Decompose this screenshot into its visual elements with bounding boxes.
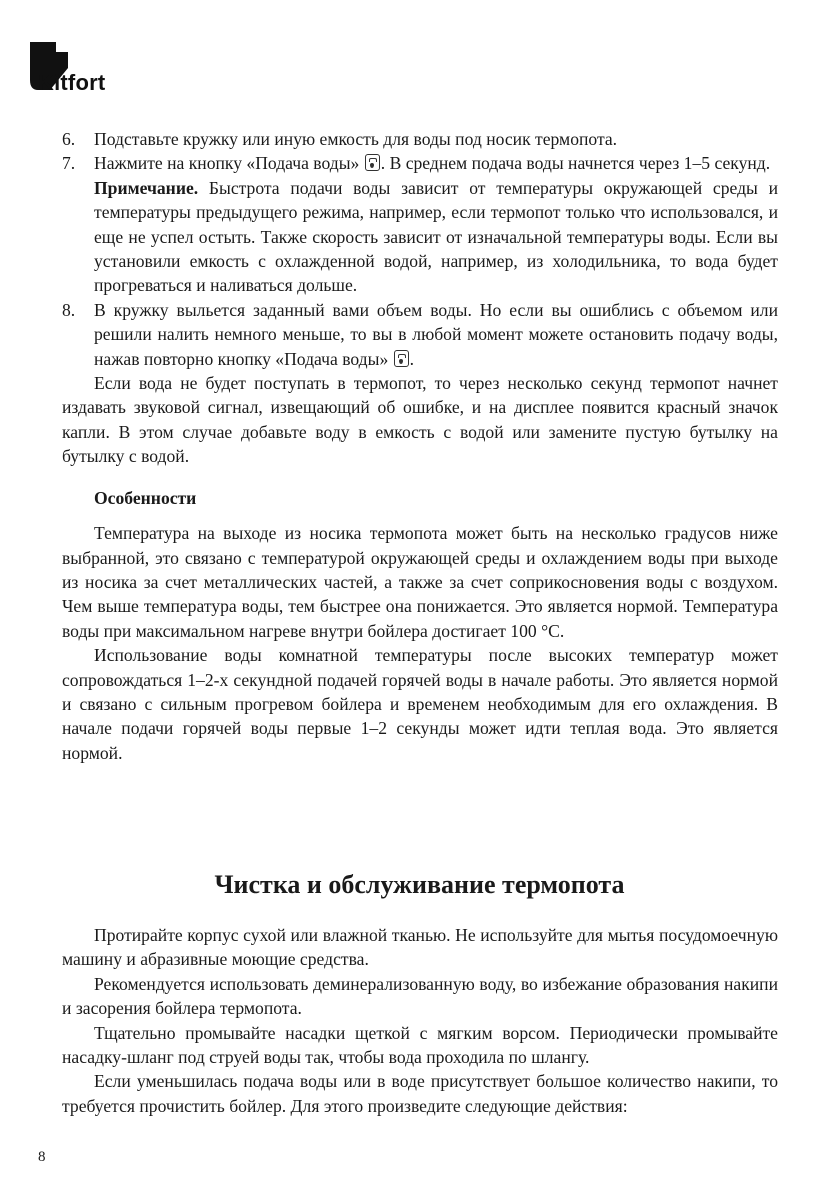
step-text-cont: . В среднем подача воды начнется через 1–5 секунд. bbox=[380, 153, 771, 174]
note-label: Примечание. bbox=[94, 177, 199, 198]
step-number: 8. bbox=[62, 299, 76, 320]
note-text: Быстрота подачи воды зависит от температуры окружающей среды и температуры предыдущего режима, например, если термопот только что использовался, и еще не успел остыть. Также скорость зависит от изначальной температуры воды. Если вы установили емкость с охлажденной водой, например, из холодильника, то вода будет прогреваться и наливаться дольше. bbox=[94, 177, 778, 296]
features-paragraph: Температура на выходе из носика термопота может быть на несколько градусов ниже выбранной, это связано с температурой окружающей среды и охлаждением воды при выходе из носика за счет металлических частей, а также за счет соприкосновения воды с воздухом. Чем выше температура воды, тем быстрее она понижается. Это является нормой. Температура воды при максимальном нагреве внутри бойлера достигает 100 °C. bbox=[62, 523, 778, 641]
water-dispense-icon bbox=[394, 350, 409, 367]
cleaning-paragraph: Если уменьшилась подача воды или в воде присутствует большое количество накипи, то требуется прочистить бойлер. Для этого произведите следующие действия: bbox=[62, 1071, 778, 1116]
brand-name: Kitfort bbox=[38, 70, 106, 95]
cleaning-paragraph: Тщательно промывайте насадки щеткой с мягким ворсом. Периодически промывайте насадку-шланг под струей воды так, чтобы вода проходила по шлангу. bbox=[62, 1022, 778, 1068]
step-8 bbox=[62, 298, 778, 371]
cleaning-paragraph: Рекомендуется использовать деминерализованную воду, во избежание образования накипи и засорения бойлера термопота. bbox=[62, 973, 778, 1019]
step-number: 7. bbox=[62, 153, 76, 174]
step-text-cont: . bbox=[409, 348, 415, 369]
step-6 bbox=[62, 127, 778, 151]
cleaning-body bbox=[62, 923, 778, 1118]
step-text: В кружку выльется заданный вами объем воды. Но если вы ошиблись с объемом или решили налить немного меньше, то вы в любой момент можете остановить подачу воды, нажав повторно кнопку «Подача воды» bbox=[94, 299, 778, 369]
cleaning-paragraph: Протирайте корпус сухой или влажной тканью. Не используйте для мытья посудомоечную машину и абразивные моющие средства. bbox=[62, 925, 778, 970]
water-dispense-icon bbox=[365, 154, 380, 171]
features-heading: Особенности bbox=[94, 487, 197, 508]
step-text: Подставьте кружку или иную емкость для воды под носик термопота. bbox=[94, 129, 618, 149]
features-paragraph: Использование воды комнатной температуры после высоких температур может сопровождаться 1–2-х секундной подачей горячей воды в начале работы. Это является нормой и связано с сильным прогревом бойлера и временем необходимым для его охлаждения. В начале подачи горячей воды первые 1–2 секунды может идти теплая вода. Это является нормой. bbox=[62, 645, 778, 763]
section-title: Чистка и обслуживание термопота bbox=[214, 870, 625, 899]
error-paragraph: Если вода не будет поступать в термопот, то через несколько секунд термопот начнет издавать звуковой сигнал, извещающий об ошибке, и на дисплее появится красный значок капли. В этом случае добавьте воду в емкость с водой или замените пустую бутылку на бутылку с водой. bbox=[62, 373, 778, 467]
step-number: 6. bbox=[62, 129, 76, 149]
note bbox=[62, 176, 778, 298]
page-number: 8 bbox=[38, 1149, 46, 1165]
step-7 bbox=[62, 151, 778, 175]
instructions-body bbox=[62, 127, 778, 765]
step-text: Нажмите на кнопку «Подача воды» bbox=[94, 153, 360, 174]
